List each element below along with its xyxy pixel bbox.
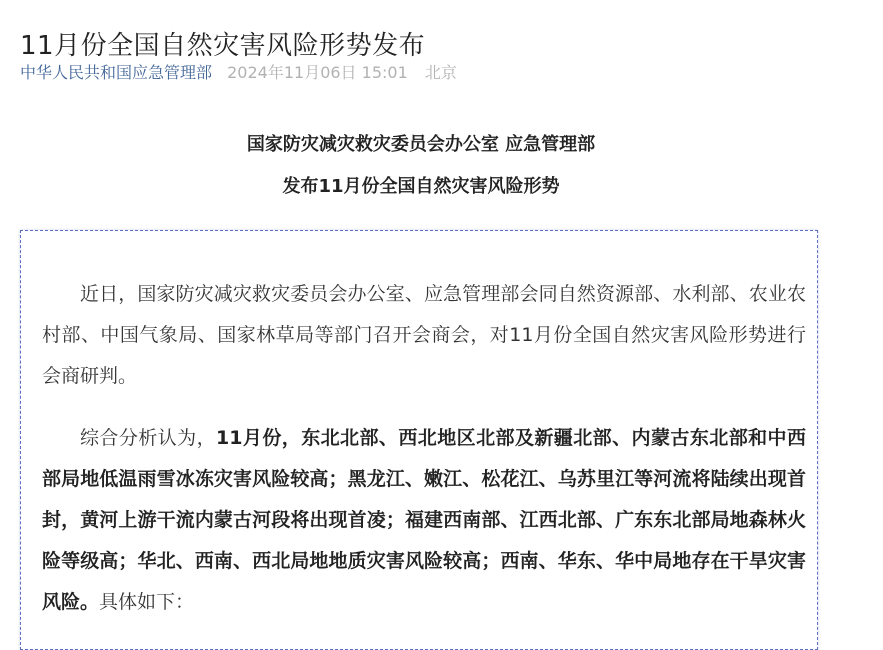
publish-time: 2024年11月06日 15:01 xyxy=(227,63,408,82)
heading-line-1: 国家防灾减灾救灾委员会办公室 应急管理部 xyxy=(246,134,596,155)
analysis-highlight: 11月份，东北北部、西北地区北部及新疆北部、内蒙古东北部和中西部局地低温雨雪冰冻灾害风险较高；黑龙江、嫩江、松花江、乌苏里江等河流将陆续出现首封，黄河上游干流内蒙古河段将出现首凌；福建西南部、江西北部、广东东北部局地森林火险等级高；华北、西南、西北局地地质灾害风险较高；西南、华东、华中局地存在干旱灾害风险。 xyxy=(42,427,806,613)
source-link[interactable]: 中华人民共和国应急管理部 xyxy=(20,63,213,82)
paragraph-intro: 近日，国家防灾减灾救灾委员会办公室、应急管理部会同自然资源部、水利部、农业农村部、中国气象局、国家林草局等部门召开会商会，对11月份全国自然灾害风险形势进行会商研判。 xyxy=(42,283,806,387)
analysis-lead: 综合分析认为， xyxy=(80,427,217,449)
publish-location: 北京 xyxy=(424,63,457,82)
article-title: 11月份全国自然灾害风险形势发布 xyxy=(20,31,426,62)
heading-line-2: 发布11月份全国自然灾害风险形势 xyxy=(282,176,560,197)
analysis-tail: 具体如下： xyxy=(99,591,195,613)
article-meta xyxy=(20,60,457,83)
paragraph-analysis xyxy=(42,418,806,623)
